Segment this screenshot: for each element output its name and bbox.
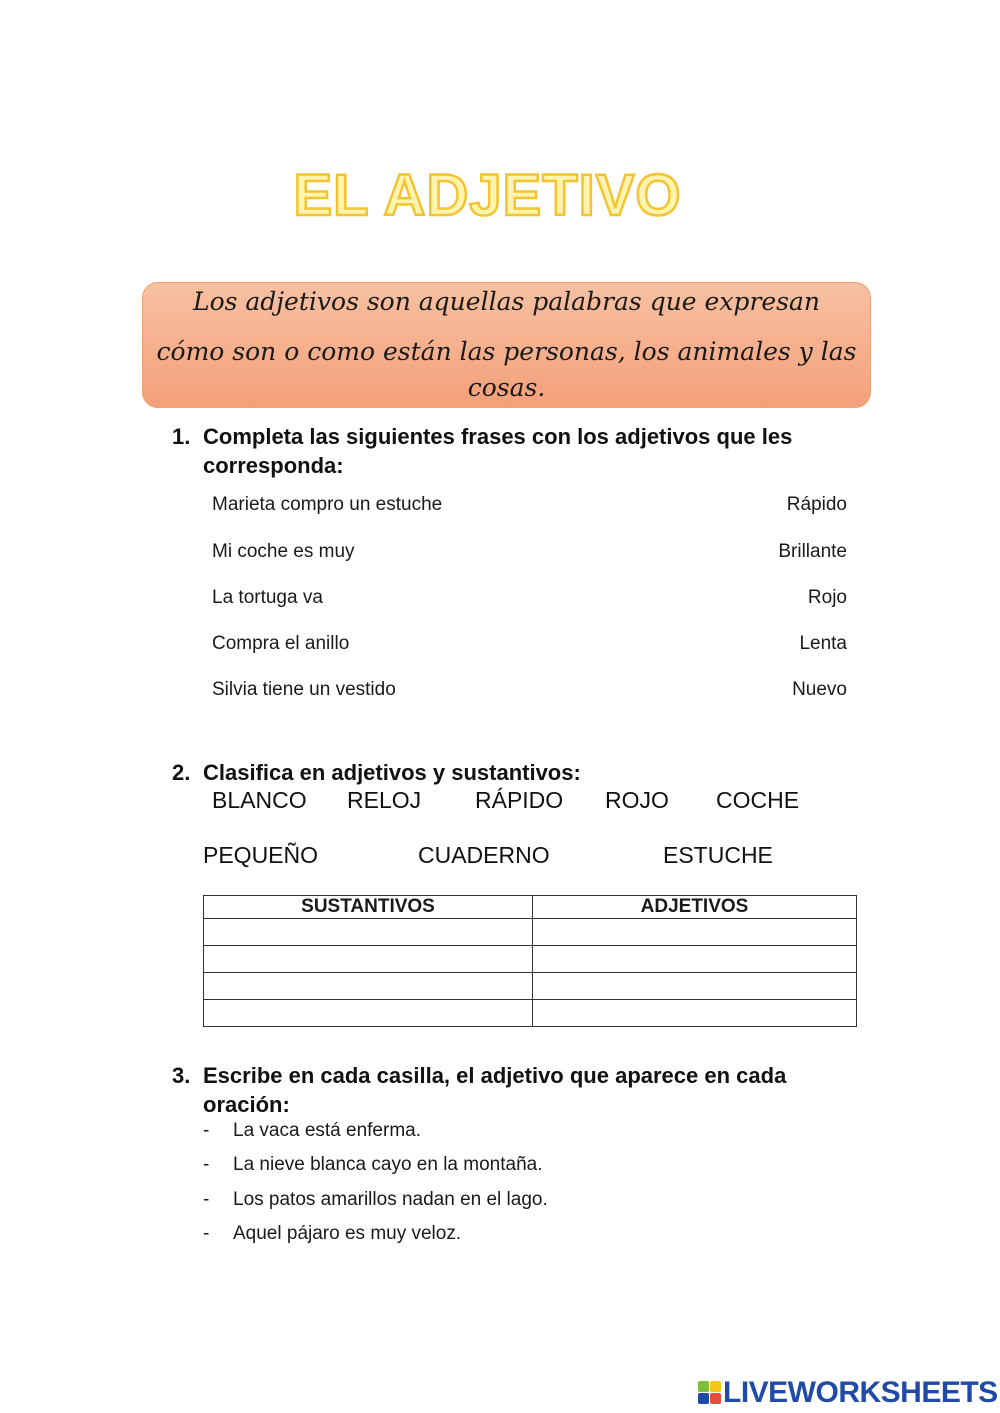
liveworksheets-logo-icon — [697, 1380, 723, 1406]
word-item[interactable]: CUADERNO — [418, 842, 550, 868]
question-3 — [172, 1061, 862, 1121]
liveworksheets-brand[interactable] — [697, 1376, 997, 1410]
list-item — [203, 1154, 703, 1178]
match-row — [212, 679, 847, 705]
bullet-text: La nieve blanca cayo en la montaña. — [233, 1154, 543, 1175]
question-1-line-1: Completa las siguientes frases con los adjetivos que les — [203, 424, 793, 449]
word-item[interactable]: RÁPIDO — [475, 787, 564, 813]
question-1 — [172, 422, 862, 482]
match-sentence: Mi coche es muy — [212, 541, 355, 562]
question-1-line-2: corresponda: — [203, 453, 344, 478]
list-item — [203, 1120, 703, 1144]
question-2-number: 2. — [172, 760, 191, 785]
table-row — [204, 919, 857, 946]
table-row — [204, 973, 857, 1000]
brand-text: LIVEWORKSHEETS — [723, 1376, 998, 1409]
question-2 — [172, 758, 862, 788]
definition-box — [142, 282, 871, 408]
match-option[interactable]: Lenta — [799, 633, 847, 654]
table-header-sustantivos: SUSTANTIVOS — [204, 896, 533, 919]
word-item[interactable]: PEQUEÑO — [203, 842, 319, 868]
match-sentence: Marieta compro un estuche — [212, 494, 443, 515]
match-sentence: La tortuga va — [212, 587, 323, 608]
question-3-line-1: Escribe en cada casilla, el adjetivo que aparece en cada — [203, 1063, 787, 1088]
word-item[interactable]: COCHE — [716, 787, 800, 813]
word-item[interactable]: ROJO — [605, 787, 669, 813]
table-header-row — [204, 896, 857, 919]
answer-cell[interactable] — [533, 946, 857, 973]
page-title: EL ADJETIVO — [293, 163, 682, 228]
bullet-dash: - — [203, 1120, 210, 1141]
answer-cell[interactable] — [533, 919, 857, 946]
match-option[interactable]: Rojo — [807, 587, 847, 608]
match-row — [212, 541, 847, 567]
match-option[interactable]: Nuevo — [792, 679, 847, 700]
question-2-text: Clasifica en adjetivos y sustantivos: — [203, 760, 581, 785]
table-row — [204, 1000, 857, 1027]
classification-table — [203, 895, 857, 1027]
table-row — [204, 946, 857, 973]
bullet-text: Aquel pájaro es muy veloz. — [233, 1223, 462, 1244]
answer-cell[interactable] — [533, 1000, 857, 1027]
answer-cell[interactable] — [204, 1000, 533, 1027]
word-item[interactable]: ESTUCHE — [663, 842, 773, 868]
match-row — [212, 633, 847, 659]
list-item — [203, 1223, 703, 1247]
table-header-adjetivos: ADJETIVOS — [533, 896, 857, 919]
match-option[interactable]: Rápido — [786, 494, 847, 515]
bullet-text: La vaca está enferma. — [233, 1120, 421, 1141]
bullet-dash: - — [203, 1154, 210, 1175]
answer-cell[interactable] — [204, 919, 533, 946]
definition-line-3: cosas. — [467, 373, 546, 402]
bullet-dash: - — [203, 1189, 210, 1210]
match-row — [212, 587, 847, 613]
match-sentence: Compra el anillo — [212, 633, 350, 654]
question-3-number: 3. — [172, 1063, 191, 1088]
answer-cell[interactable] — [204, 946, 533, 973]
answer-cell[interactable] — [204, 973, 533, 1000]
question-3-line-2: oración: — [203, 1092, 290, 1117]
match-row — [212, 494, 847, 520]
word-item[interactable]: RELOJ — [347, 787, 422, 813]
definition-line-2: cómo son o como están las personas, los animales y las — [156, 337, 857, 366]
answer-cell[interactable] — [533, 973, 857, 1000]
word-item[interactable]: BLANCO — [212, 787, 307, 813]
match-option[interactable]: Brillante — [778, 541, 847, 562]
match-sentence: Silvia tiene un vestido — [212, 679, 396, 700]
list-item — [203, 1189, 703, 1213]
definition-line-1: Los adjetivos son aquellas palabras que expresan — [192, 287, 821, 316]
bullet-dash: - — [203, 1223, 210, 1244]
question-1-number: 1. — [172, 424, 191, 449]
bullet-text: Los patos amarillos nadan en el lago. — [233, 1189, 548, 1210]
